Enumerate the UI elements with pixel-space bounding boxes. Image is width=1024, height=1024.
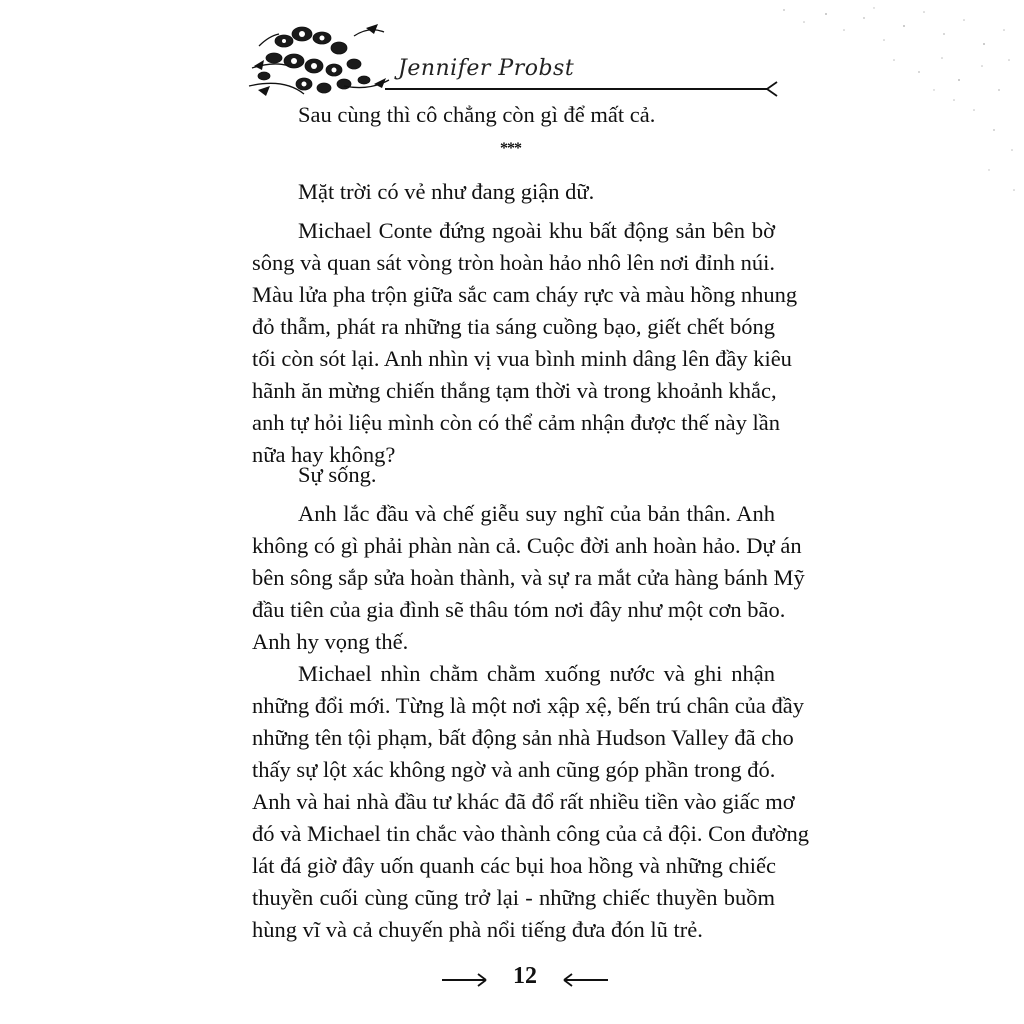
text-line-content: lát đá giờ đây uốn quanh các bụi hoa hồng và những chiếc <box>252 853 776 878</box>
page-speckle-texture <box>744 0 1024 210</box>
text-line-content: những tên tội phạm, bất động sản nhà Hudson Valley đã cho <box>252 725 794 750</box>
text-line-content: tối còn sót lại. Anh nhìn vị vua bình minh dâng lên đầy kiêu <box>252 346 792 371</box>
text-line-content: Anh lắc đầu và chế giễu suy nghĩ của bản thân. Anh <box>298 501 775 526</box>
text-line-content: đó và Michael tin chắc vào thành công của cả đội. Con đường <box>252 821 810 846</box>
text-line-content: Sự sống. <box>298 462 377 487</box>
text-line-content: hãnh ăn mừng chiến thắng tạm thời và trong khoảnh khắc, <box>252 378 777 403</box>
text-line-content: đầu tiên của gia đình sẽ thâu tóm nơi đây như một cơn bão. <box>252 597 786 622</box>
text-line-content: Màu lửa pha trộn giữa sắc cam cháy rực và màu hồng nhung <box>252 282 798 307</box>
header-rule <box>385 78 780 100</box>
text-line-content: thuyền cuối cùng cũng trở lại - những chiếc thuyền buồm <box>252 885 775 910</box>
text-line-content: anh tự hỏi liệu mình còn có thể cảm nhận được thế này lần <box>252 410 781 435</box>
text-line-content: những đổi mới. Từng là một nơi xập xệ, bến trú chân của đầy <box>252 693 805 718</box>
text-line-content: bên sông sắp sửa hoàn thành, và sự ra mắt cửa hàng bánh Mỹ <box>252 565 805 590</box>
text-line-content: nữa hay không? <box>252 442 396 467</box>
text-line-content: thấy sự lột xác không ngờ và anh cũng góp phần trong đó. <box>252 757 776 782</box>
text-line-content: Michael Conte đứng ngoài khu bất động sản bên bờ <box>298 218 775 243</box>
text-line-content: Anh hy vọng thế. <box>252 629 409 654</box>
text-line-content: Sau cùng thì cô chẳng còn gì để mất cả. <box>298 102 656 127</box>
text-line-content: Michael nhìn chằm chằm xuống nước và ghi nhận <box>298 661 775 686</box>
section-separator: *** <box>500 140 521 157</box>
page-number: 12 <box>513 963 537 989</box>
text-line-content: đỏ thẫm, phát ra những tia sáng cuồng bạo, giết chết bóng <box>252 314 775 339</box>
header-author: Jennifer Probst <box>398 56 575 81</box>
text-line-content: không có gì phải phàn nàn cả. Cuộc đời anh hoàn hảo. Dự án <box>252 533 802 558</box>
text-line-content: hùng vĩ và cả chuyến phà nổi tiếng đưa đón lũ trẻ. <box>252 917 703 942</box>
floral-ornament-icon <box>244 6 394 106</box>
text-line-content: Mặt trời có vẻ như đang giận dữ. <box>298 179 595 204</box>
text-line-content: Anh và hai nhà đầu tư khác đã đổ rất nhiều tiền vào giấc mơ <box>252 789 795 814</box>
text-line-content: sông và quan sát vòng tròn hoàn hảo nhô lên nơi đỉnh núi. <box>252 250 775 275</box>
